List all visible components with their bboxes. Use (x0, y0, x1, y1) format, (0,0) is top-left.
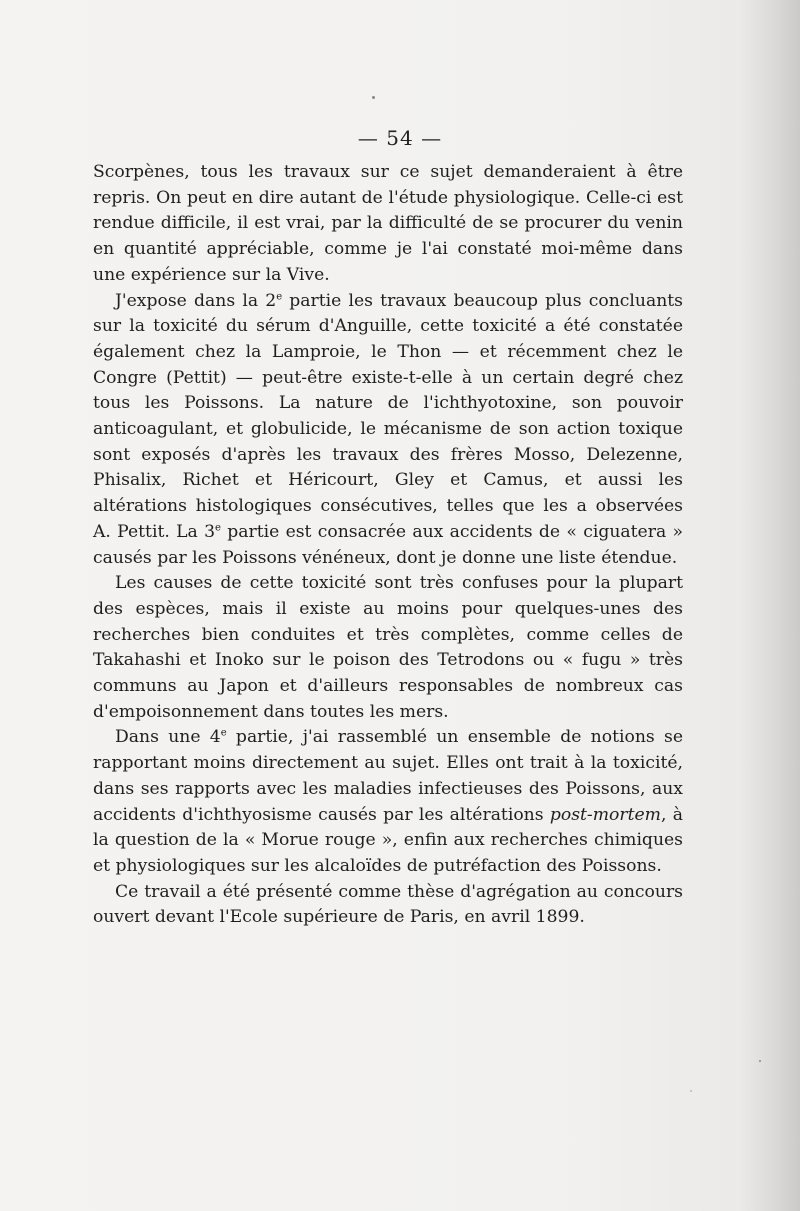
ordinal-suffix: e (215, 522, 221, 534)
paragraph-5: Ce travail a été présenté comme thèse d'agrégation au concours ouvert devant l'Ecole supérieure de Paris, en avril 1899. (93, 881, 683, 928)
paragraph-2-text-a: J'expose dans la 2 (115, 290, 277, 311)
ordinal-suffix: e (276, 290, 283, 302)
ordinal-suffix: e (220, 727, 227, 739)
paragraph-2-text-c: partie est consacrée aux accidents de « ciguatera » causés par les Poissons vénéneux, dont je donne une liste étendue. (93, 521, 683, 568)
italic-term: post-mortem (549, 804, 661, 825)
ink-speck (690, 1090, 692, 1092)
page-number: — 54 — (357, 126, 443, 150)
paragraph-2 (93, 289, 683, 572)
paragraph-1: Scorpènes, tous les travaux sur ce sujet demanderaient à être repris. On peut en dire autant de l'étude physiologique. Celle-ci est rendue difficile, il est vrai, par la difficulté de se procurer du venin en quantité appréciable, comme je l'ai constaté moi-même dans une expérience sur la Vive. (93, 162, 683, 285)
ink-speck (759, 1060, 761, 1062)
paragraph-4-text-c: , à la question de la « Morue rouge », enfin aux recherches chimiques et physiologiques sur les alcaloïdes de putréfaction des Poissons. (93, 804, 683, 876)
paragraph-2-text-b: partie les travaux beaucoup plus concluants sur la toxicité du sérum d'Anguille, cette toxicité a été constatée également chez la Lamproie, le Thon — et récemment chez le Congre (Pettit) — peut-être existe-t-elle à un certain degré chez tous les Poissons. La nature de l'ichthyotoxine, son pouvoir anticoagulant, et globulicide, le mécanisme de son action toxique sont exposés d'après les travaux des frères Mosso, Delezenne, Phisalix, Richet et Héricourt, Gley et Camus, et aussi les altérations histologiques consécutives, telles que les a observées A. Pettit. La 3 (93, 290, 684, 542)
paragraph-4 (93, 725, 683, 879)
ink-speck (372, 96, 375, 99)
paragraph-4-text-b: partie, j'ai rassemblé un ensemble de notions se rapportant moins directement au sujet. Elles ont trait à la toxicité, dans ses rapports avec les maladies infectieuses des Poissons, aux accidents d'ichthyosisme causés par les altérations (93, 727, 683, 825)
paragraph-3: Les causes de cette toxicité sont très confuses pour la plupart des espèces, mais il existe au moins pour quelques-unes des recherches bien conduites et très complètes, comme celles de Takahashi et Inoko sur le poison des Tetrodons ou « fugu » très communs au Japon et d'ailleurs responsables de nombreux cas d'empoisonnement dans toutes les mers. (93, 573, 683, 722)
body-text (93, 160, 683, 931)
paragraph-4-text-a: Dans une 4 (115, 727, 221, 748)
page-edge-shadow (740, 0, 800, 1211)
